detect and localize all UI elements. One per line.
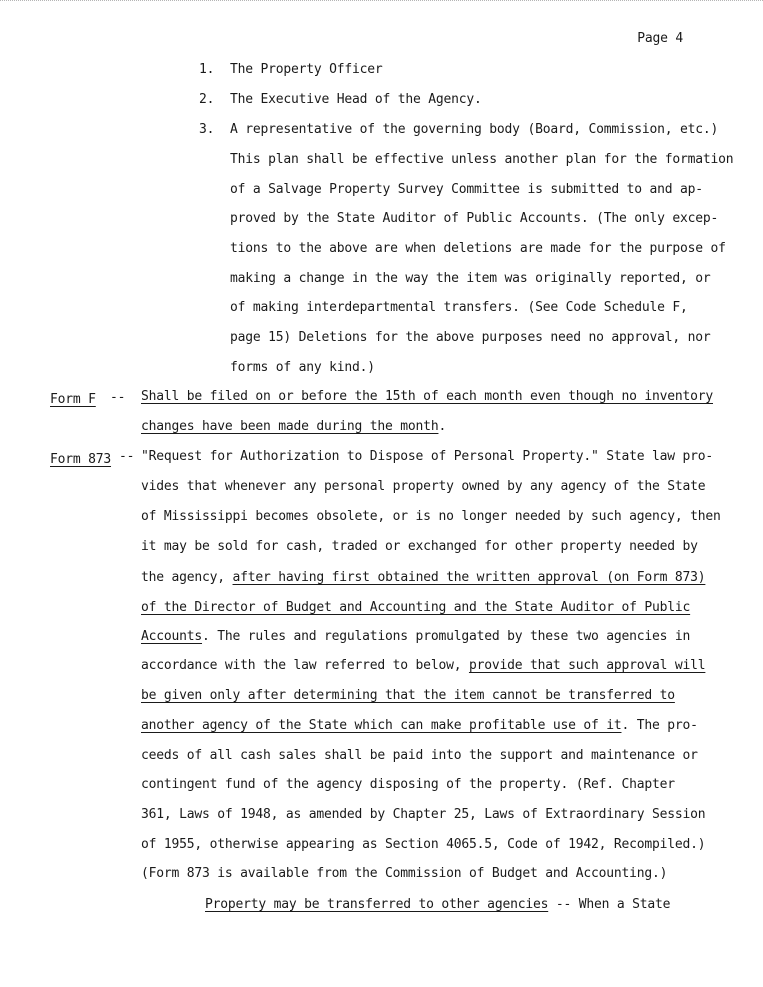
form-873-underlined-text: Accounts [141, 629, 203, 644]
form-873-dash: -- [119, 449, 135, 464]
form-873-text-line: ceeds of all cash sales shall be paid into the support and maintenance or [141, 748, 698, 763]
list-item-2: The Executive Head of the Agency. [230, 92, 482, 107]
form-873-text-line [141, 718, 698, 734]
list-number-3: 3. [199, 122, 215, 137]
form-873-text-line: of 1955, otherwise appearing as Section 4065.5, Code of 1942, Recompiled.) [141, 837, 706, 852]
top-dotted-border [0, 0, 763, 3]
list-item-1: The Property Officer [230, 62, 383, 77]
form-f-text-line: Shall be filed on or before the 15th of each month even though no inventory [141, 389, 713, 404]
form-f-text-line [141, 419, 446, 435]
form-873-underlined-text: after having first obtained the written approval (on Form 873) [232, 570, 706, 585]
form-873-text-line: of Mississippi becomes obsolete, or is no longer needed by such agency, then [141, 509, 721, 524]
page-number: Page 4 [637, 31, 683, 46]
form-873-text-line: (Form 873 is available from the Commission of Budget and Accounting.) [141, 866, 668, 881]
form-873-label: Form 873 [50, 452, 112, 467]
form-873-text-line: "Request for Authorization to Dispose of Personal Property." State law pro- [141, 449, 713, 464]
list-number-1: 1. [199, 62, 215, 77]
form-873-plain-text: the agency, [141, 570, 233, 585]
form-873-underlined-line: of the Director of Budget and Accounting and the State Auditor of Public [141, 600, 691, 615]
item3-text-line: proved by the State Auditor of Public Accounts. (The only excep- [230, 211, 719, 226]
form-873-text-line [141, 629, 690, 645]
item3-text-line: forms of any kind.) [230, 360, 375, 375]
form-873-text-line [141, 658, 705, 674]
form-873-text-line [141, 570, 705, 586]
form-873-underlined-text: provide that such approval will [468, 658, 706, 673]
form-873-plain-text: . The rules and regulations promulgated by these two agencies in [202, 629, 691, 644]
form-f-label: Form F [50, 392, 96, 407]
form-873-plain-text: accordance with the law referred to below, [141, 658, 469, 673]
item3-text-line: page 15) Deletions for the above purposes need no approval, nor [230, 330, 711, 345]
form-f-period: . [438, 419, 447, 434]
item3-text-line: of making interdepartmental transfers. (See Code Schedule F, [230, 300, 688, 315]
item3-text-line: tions to the above are when deletions are made for the purpose of [230, 241, 726, 256]
form-873-text-line: contingent fund of the agency disposing of the property. (Ref. Chapter [141, 777, 675, 792]
form-873-text-line: vides that whenever any personal property owned by any agency of the State [141, 479, 706, 494]
list-number-2: 2. [199, 92, 215, 107]
form-873-underlined-line: be given only after determining that the item cannot be transferred to [141, 688, 675, 703]
list-item-3: A representative of the governing body (Board, Commission, etc.) [230, 122, 719, 137]
form-f-dash: -- [110, 390, 126, 405]
form-873-underlined-text: another agency of the State which can make profitable use of it [141, 718, 622, 733]
transfer-text: -- When a State [548, 897, 671, 912]
form-873-plain-text: . The pro- [621, 718, 698, 733]
item3-text-line: making a change in the way the item was originally reported, or [230, 271, 711, 286]
transfer-paragraph-line [205, 897, 670, 913]
item3-text-line: This plan shall be effective unless another plan for the formation [230, 152, 734, 167]
item3-text-line: of a Salvage Property Survey Committee is submitted to and ap- [230, 182, 703, 197]
form-873-text-line: it may be sold for cash, traded or exchanged for other property needed by [141, 539, 698, 554]
form-f-underlined-text: changes have been made during the month [141, 419, 439, 434]
transfer-heading: Property may be transferred to other agencies [205, 897, 549, 912]
form-873-text-line: 361, Laws of 1948, as amended by Chapter 25, Laws of Extraordinary Session [141, 807, 706, 822]
